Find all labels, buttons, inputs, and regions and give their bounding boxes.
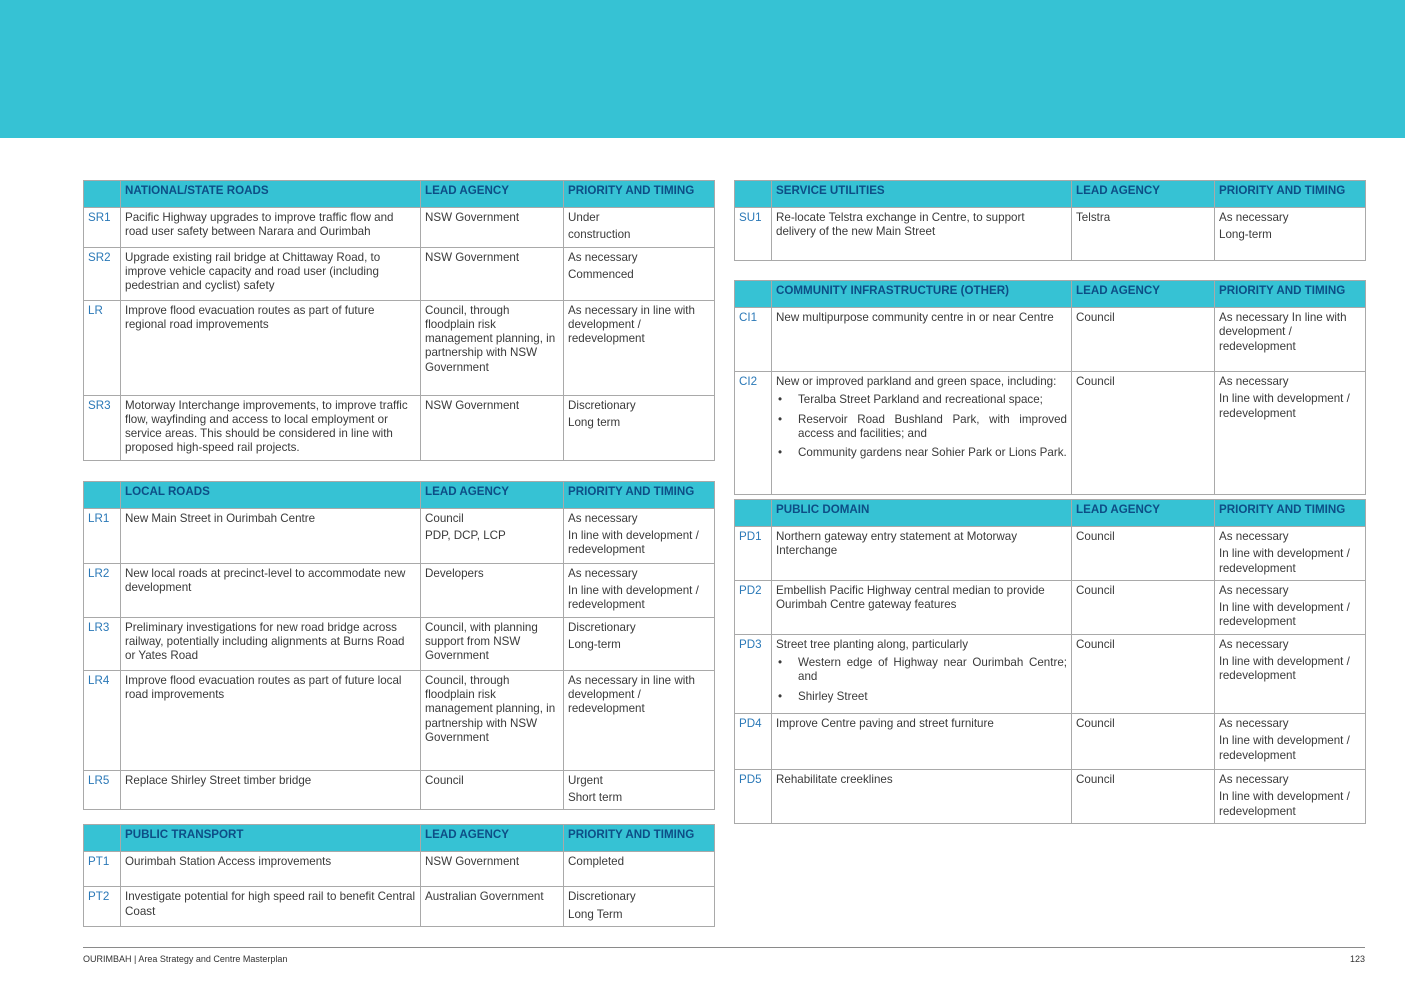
table-row bbox=[84, 300, 715, 395]
header-priority: PRIORITY AND TIMING bbox=[564, 481, 715, 508]
row-priority bbox=[564, 247, 715, 300]
service-utilities-table bbox=[734, 180, 1366, 261]
public-transport-table bbox=[83, 824, 715, 927]
row-code: PD5 bbox=[735, 769, 772, 823]
timing-text: Commenced bbox=[568, 267, 634, 281]
timing-text: In line with development / redevelopment bbox=[1219, 601, 1350, 629]
table-row bbox=[84, 208, 715, 248]
row-priority bbox=[1215, 580, 1366, 634]
row-agency: Council bbox=[1072, 769, 1215, 823]
table-row bbox=[84, 770, 715, 810]
row-code: SR2 bbox=[84, 247, 121, 300]
row-agency: NSW Government bbox=[421, 852, 564, 887]
row-code: LR3 bbox=[84, 617, 121, 670]
row-agency: NSW Government bbox=[421, 395, 564, 460]
priority-text: As necessary bbox=[1219, 772, 1289, 786]
priority-text: Discretionary bbox=[568, 398, 636, 412]
table-row bbox=[84, 617, 715, 670]
row-priority bbox=[1215, 208, 1366, 261]
row-code: PT2 bbox=[84, 887, 121, 927]
timing-text: Long-term bbox=[1219, 228, 1272, 242]
row-priority bbox=[1215, 713, 1366, 769]
row-priority bbox=[564, 887, 715, 927]
header-code bbox=[735, 281, 772, 308]
row-code: PD1 bbox=[735, 527, 772, 581]
row-description bbox=[772, 634, 1072, 713]
timing-text: Long-term bbox=[568, 637, 621, 651]
row-code: PD3 bbox=[735, 634, 772, 713]
priority-text: Under bbox=[568, 211, 600, 224]
table-row bbox=[84, 852, 715, 887]
row-code: PT1 bbox=[84, 852, 121, 887]
row-description: New multipurpose community centre in or near Centre bbox=[772, 308, 1072, 372]
timing-text: Long term bbox=[568, 415, 621, 429]
table-header-row bbox=[735, 281, 1366, 308]
timing-text: In line with development / redevelopment bbox=[1219, 734, 1350, 762]
timing-text: In line with development / redevelopment bbox=[1219, 790, 1350, 818]
row-code: PD2 bbox=[735, 580, 772, 634]
row-description: Upgrade existing rail bridge at Chittaway Road, to improve vehicle capacity and road user (including pedestrian and cyclist) safety bbox=[121, 247, 421, 300]
row-code: SR3 bbox=[84, 395, 121, 460]
priority-text: Discretionary bbox=[568, 890, 636, 904]
table-row bbox=[735, 769, 1366, 823]
footer-document-title: OURIMBAH | Area Strategy and Centre Masterplan bbox=[83, 954, 288, 964]
priority-text: As necessary bbox=[1219, 530, 1289, 543]
row-priority bbox=[1215, 769, 1366, 823]
row-agency: NSW Government bbox=[421, 247, 564, 300]
row-agency: Council bbox=[1072, 308, 1215, 372]
row-code: PD4 bbox=[735, 713, 772, 769]
row-agency: Council bbox=[1072, 372, 1215, 495]
agency-detail: PDP, DCP, LCP bbox=[425, 529, 506, 543]
row-agency bbox=[421, 508, 564, 563]
priority-text: As necessary bbox=[568, 566, 638, 580]
priority-text: As necessary bbox=[1219, 637, 1289, 651]
header-code bbox=[735, 500, 772, 527]
list-item: • Western edge of Highway near Ourimbah Centre; and bbox=[776, 656, 1067, 685]
row-agency: Australian Government bbox=[421, 887, 564, 927]
row-description: Replace Shirley Street timber bridge bbox=[121, 770, 421, 810]
row-priority: As necessary in line with development / redevelopment bbox=[564, 670, 715, 770]
header-lead-agency: LEAD AGENCY bbox=[421, 825, 564, 852]
agency-text: Council bbox=[425, 511, 464, 525]
timing-text: In line with development / redevelopment bbox=[568, 584, 699, 612]
table-row bbox=[735, 372, 1366, 495]
row-code: LR1 bbox=[84, 508, 121, 563]
header-title: PUBLIC TRANSPORT bbox=[121, 825, 421, 852]
row-description: Rehabilitate creeklines bbox=[772, 769, 1072, 823]
row-agency: Council bbox=[1072, 634, 1215, 713]
bullet-list bbox=[776, 393, 1067, 460]
priority-text: Discretionary bbox=[568, 620, 636, 634]
row-description: Re-locate Telstra exchange in Centre, to support delivery of the new Main Street bbox=[772, 208, 1072, 261]
row-agency: Council bbox=[1072, 580, 1215, 634]
header-code bbox=[84, 181, 121, 208]
row-code: CI2 bbox=[735, 372, 772, 495]
timing-text: In line with development / redevelopment bbox=[568, 529, 699, 557]
row-description: New Main Street in Ourimbah Centre bbox=[121, 508, 421, 563]
row-priority: As necessary in line with development / redevelopment bbox=[564, 300, 715, 395]
list-item: • Shirley Street bbox=[776, 690, 1067, 704]
row-priority bbox=[1215, 527, 1366, 581]
table-header-row bbox=[84, 825, 715, 852]
row-description: Improve Centre paving and street furniture bbox=[772, 713, 1072, 769]
header-lead-agency: LEAD AGENCY bbox=[421, 181, 564, 208]
header-priority: PRIORITY AND TIMING bbox=[1215, 181, 1366, 208]
row-priority bbox=[564, 395, 715, 460]
table-row bbox=[735, 713, 1366, 769]
footer-divider bbox=[83, 947, 1365, 948]
header-lead-agency: LEAD AGENCY bbox=[1072, 281, 1215, 308]
row-agency: Council, through floodplain risk management planning, in partnership with NSW Government bbox=[421, 300, 564, 395]
timing-text: In line with development / redevelopment bbox=[1219, 392, 1350, 420]
header-title: NATIONAL/STATE ROADS bbox=[121, 181, 421, 208]
table-header-row bbox=[735, 181, 1366, 208]
timing-text: In line with development / redevelopment bbox=[1219, 655, 1350, 683]
table-row bbox=[84, 508, 715, 563]
row-code: LR bbox=[84, 300, 121, 395]
table-row bbox=[735, 580, 1366, 634]
table-row bbox=[84, 670, 715, 770]
header-lead-agency: LEAD AGENCY bbox=[421, 481, 564, 508]
header-code bbox=[84, 825, 121, 852]
row-agency: Council bbox=[1072, 713, 1215, 769]
table-row bbox=[735, 527, 1366, 581]
header-title: SERVICE UTILITIES bbox=[772, 181, 1072, 208]
row-priority bbox=[1215, 372, 1366, 495]
priority-text: As necessary bbox=[1219, 716, 1289, 730]
row-priority bbox=[564, 563, 715, 617]
row-code: LR5 bbox=[84, 770, 121, 810]
local-roads-table bbox=[83, 481, 715, 810]
priority-text: Urgent bbox=[568, 773, 603, 787]
row-priority bbox=[564, 208, 715, 248]
row-priority: Completed bbox=[564, 852, 715, 887]
row-agency: Council bbox=[421, 770, 564, 810]
table-row bbox=[735, 208, 1366, 261]
table-row bbox=[735, 308, 1366, 372]
row-description: Preliminary investigations for new road bridge across railway, potentially including alignments at Burns Road or Yates Road bbox=[121, 617, 421, 670]
row-code: SR1 bbox=[84, 208, 121, 248]
header-code bbox=[84, 481, 121, 508]
priority-text: As necessary bbox=[1219, 211, 1289, 224]
header-priority: PRIORITY AND TIMING bbox=[1215, 500, 1366, 527]
row-description: Northern gateway entry statement at Motorway Interchange bbox=[772, 527, 1072, 581]
row-code: LR4 bbox=[84, 670, 121, 770]
priority-text: As necessary bbox=[1219, 583, 1289, 597]
row-priority bbox=[1215, 634, 1366, 713]
row-description: Improve flood evacuation routes as part of future local road improvements bbox=[121, 670, 421, 770]
row-description: New local roads at precinct-level to accommodate new development bbox=[121, 563, 421, 617]
table-header-row bbox=[84, 481, 715, 508]
header-lead-agency: LEAD AGENCY bbox=[1072, 500, 1215, 527]
list-item: • Teralba Street Parkland and recreational space; bbox=[776, 393, 1067, 407]
priority-text: As necessary bbox=[1219, 375, 1289, 388]
header-priority: PRIORITY AND TIMING bbox=[564, 825, 715, 852]
table-row bbox=[84, 395, 715, 460]
row-code: CI1 bbox=[735, 308, 772, 372]
timing-text: In line with development / redevelopment bbox=[1219, 547, 1350, 575]
list-item: • Reservoir Road Bushland Park, with improved access and facilities; and bbox=[776, 413, 1067, 442]
header-title: LOCAL ROADS bbox=[121, 481, 421, 508]
header-title: COMMUNITY INFRASTRUCTURE (OTHER) bbox=[772, 281, 1072, 308]
row-description: Embellish Pacific Highway central median to provide Ourimbah Centre gateway features bbox=[772, 580, 1072, 634]
community-infrastructure-table bbox=[734, 280, 1366, 495]
right-column bbox=[734, 180, 1365, 824]
header-title: PUBLIC DOMAIN bbox=[772, 500, 1072, 527]
row-description: Ourimbah Station Access improvements bbox=[121, 852, 421, 887]
timing-text: Long Term bbox=[568, 907, 623, 921]
public-domain-table bbox=[734, 499, 1366, 824]
table-header-row bbox=[735, 500, 1366, 527]
table-row bbox=[84, 887, 715, 927]
header-code bbox=[735, 181, 772, 208]
page-number: 123 bbox=[1349, 954, 1365, 964]
row-description: Motorway Interchange improvements, to improve traffic flow, wayfinding and access to local employment or service areas. This should be considered in line with proposed high-speed rail projects. bbox=[121, 395, 421, 460]
row-priority bbox=[564, 770, 715, 810]
row-description bbox=[772, 372, 1072, 495]
priority-text: As necessary bbox=[568, 511, 638, 525]
row-agency: NSW Government bbox=[421, 208, 564, 248]
bullet-list bbox=[776, 656, 1067, 704]
row-agency: Council bbox=[1072, 527, 1215, 581]
timing-text: Short term bbox=[568, 790, 623, 804]
row-agency: Council, with planning support from NSW Government bbox=[421, 617, 564, 670]
row-description: Improve flood evacuation routes as part of future regional road improvements bbox=[121, 300, 421, 395]
national-state-roads-table bbox=[83, 180, 715, 461]
table-row bbox=[84, 563, 715, 617]
list-item: • Community gardens near Sohier Park or Lions Park. bbox=[776, 446, 1067, 460]
row-description: Investigate potential for high speed rail to benefit Central Coast bbox=[121, 887, 421, 927]
description-text: Street tree planting along, particularly bbox=[776, 637, 969, 651]
header-banner bbox=[0, 0, 1405, 138]
header-priority: PRIORITY AND TIMING bbox=[1215, 281, 1366, 308]
table-header-row bbox=[84, 181, 715, 208]
row-code: SU1 bbox=[735, 208, 772, 261]
priority-text: As necessary bbox=[568, 250, 638, 264]
description-text: New or improved parkland and green space, including: bbox=[776, 375, 1057, 388]
table-row bbox=[735, 634, 1366, 713]
table-row bbox=[84, 247, 715, 300]
row-agency: Council, through floodplain risk management planning, in partnership with NSW Government bbox=[421, 670, 564, 770]
row-description: Pacific Highway upgrades to improve traffic flow and road user safety between Narara and Ourimbah bbox=[121, 208, 421, 248]
header-lead-agency: LEAD AGENCY bbox=[1072, 181, 1215, 208]
row-agency: Telstra bbox=[1072, 208, 1215, 261]
row-code: LR2 bbox=[84, 563, 121, 617]
left-column bbox=[83, 180, 714, 927]
timing-text: construction bbox=[568, 228, 631, 242]
row-priority bbox=[564, 508, 715, 563]
header-priority: PRIORITY AND TIMING bbox=[564, 181, 715, 208]
row-agency: Developers bbox=[421, 563, 564, 617]
row-priority: As necessary In line with development / redevelopment bbox=[1215, 308, 1366, 372]
row-priority bbox=[564, 617, 715, 670]
